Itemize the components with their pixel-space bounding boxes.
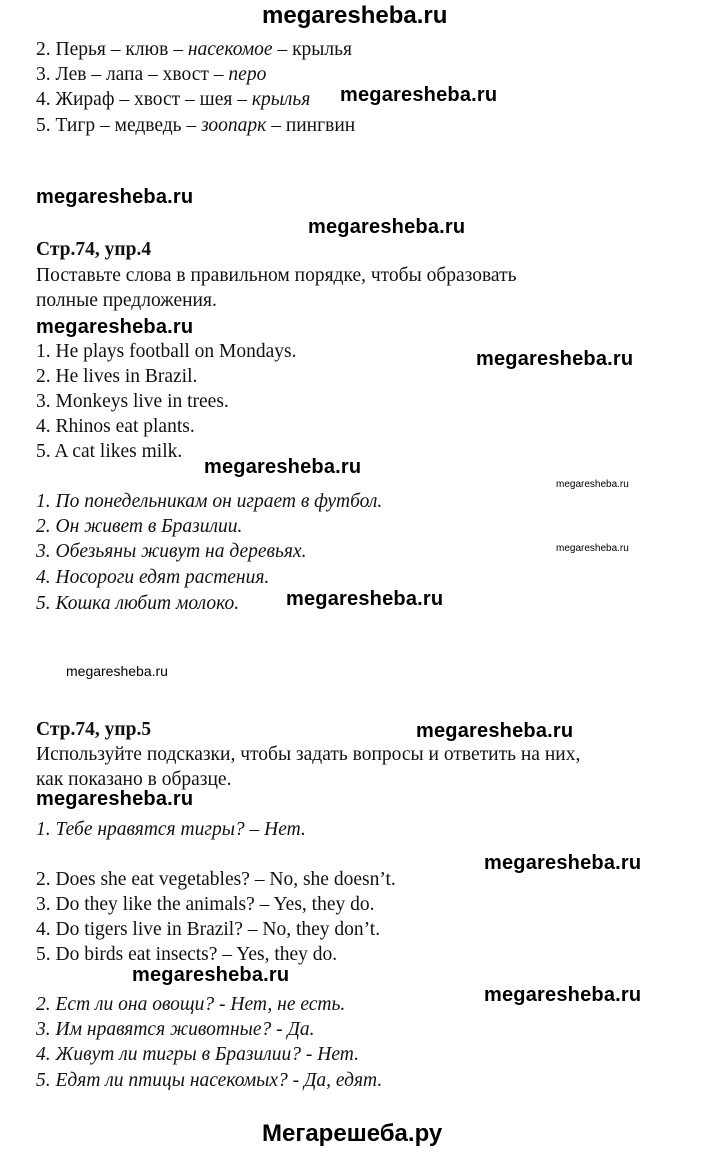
ex4-instruction-2: полные предложения.: [36, 290, 217, 311]
top-line-3: [36, 63, 266, 87]
top-line-2-c: – крылья: [272, 39, 352, 60]
ex4-title: Стр.74, упр.4: [36, 239, 152, 260]
top-line-4-b: крылья: [251, 89, 311, 110]
ex5-russian-4: 4. Живут ли тигры в Бразилии? - Нет.: [36, 1044, 359, 1065]
watermark: megaresheba.ru: [556, 543, 629, 554]
ex5-title: Стр.74, упр.5: [36, 719, 152, 740]
watermark: megaresheba.ru: [36, 316, 194, 338]
ex4-russian-4: 4. Носороги едят растения.: [36, 567, 270, 588]
ex5-russian-5: 5. Едят ли птицы насекомых? - Да, едят.: [36, 1070, 383, 1091]
watermark: megaresheba.ru: [484, 984, 642, 1006]
watermark: megaresheba.ru: [476, 348, 634, 370]
top-line-5-b: зоопарк: [201, 115, 267, 136]
ex5-instruction-1: Используйте подсказки, чтобы задать вопросы и ответить на них,: [36, 744, 581, 765]
ex5-english-3: 3. Do they like the animals? – Yes, they do.: [36, 894, 375, 915]
ex4-russian-5: 5. Кошка любит молоко.: [36, 593, 240, 614]
ex4-instruction-1: Поставьте слова в правильном порядке, чтобы образовать: [36, 265, 517, 286]
top-line-4: [36, 88, 310, 112]
ex4-russian-3: 3. Обезьяны живут на деревьях.: [36, 541, 307, 562]
watermark: megaresheba.ru: [416, 720, 574, 742]
top-line-5-c: – пингвин: [266, 115, 356, 136]
top-line-3-a: 3. Лев – лапа – хвост –: [36, 64, 229, 85]
watermark: megaresheba.ru: [484, 852, 642, 874]
ex4-english-1: 1. He plays football on Mondays.: [36, 341, 297, 362]
top-line-2-a: 2. Перья – клюв –: [36, 39, 188, 60]
top-line-2-b: насекомое: [187, 39, 273, 60]
watermark: megaresheba.ru: [66, 663, 168, 679]
watermark: megaresheba.ru: [340, 84, 498, 106]
ex4-english-2: 2. He lives in Brazil.: [36, 366, 198, 387]
top-line-5: [36, 114, 355, 138]
top-line-2: [36, 38, 352, 62]
watermark: megaresheba.ru: [132, 964, 290, 986]
header-site-title: megaresheba.ru: [262, 2, 448, 29]
watermark: megaresheba.ru: [556, 479, 629, 490]
ex5-english-2: 2. Does she eat vegetables? – No, she doesn’t.: [36, 869, 396, 890]
ex5-instruction-2: как показано в образце.: [36, 769, 232, 790]
top-line-4-a: 4. Жираф – хвост – шея –: [36, 89, 252, 110]
ex4-russian-2: 2. Он живет в Бразилии.: [36, 516, 243, 537]
ex4-russian-1: 1. По понедельникам он играет в футбол.: [36, 491, 383, 512]
footer-site-title: Мегарешеба.ру: [262, 1120, 443, 1147]
ex4-english-5: 5. A cat likes milk.: [36, 441, 183, 462]
ex4-english-4: 4. Rhinos eat plants.: [36, 416, 195, 437]
ex4-english-3: 3. Monkeys live in trees.: [36, 391, 229, 412]
watermark: megaresheba.ru: [204, 456, 362, 478]
watermark: megaresheba.ru: [286, 588, 444, 610]
watermark: megaresheba.ru: [36, 788, 194, 810]
ex5-russian-2: 2. Ест ли она овощи? - Нет, не есть.: [36, 994, 346, 1015]
ex5-english-5: 5. Do birds eat insects? – Yes, they do.: [36, 944, 338, 965]
top-line-3-b: перо: [228, 64, 267, 85]
top-line-5-a: 5. Тигр – медведь –: [36, 115, 202, 136]
watermark: megaresheba.ru: [308, 216, 466, 238]
ex5-english-4: 4. Do tigers live in Brazil? – No, they don’t.: [36, 919, 381, 940]
ex5-russian-3: 3. Им нравятся животные? - Да.: [36, 1019, 315, 1040]
ex5-example: 1. Тебе нравятся тигры? – Нет.: [36, 819, 306, 840]
watermark: megaresheba.ru: [36, 186, 194, 208]
